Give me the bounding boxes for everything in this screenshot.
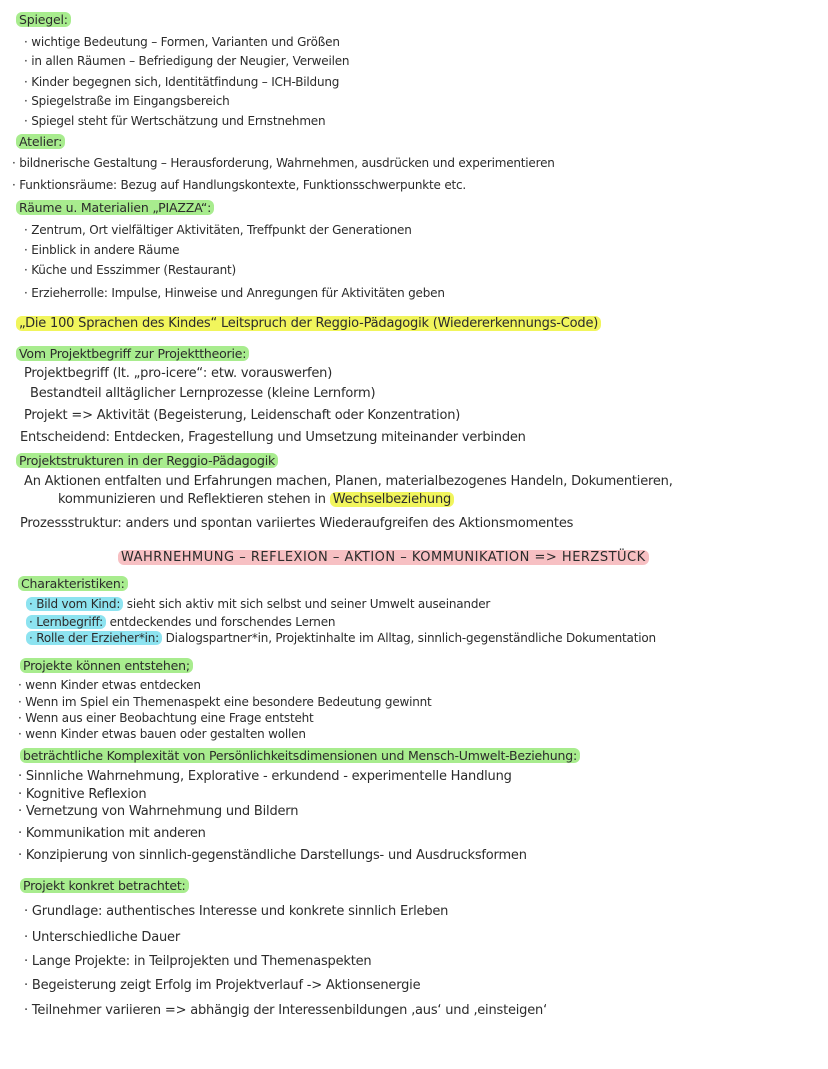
list-item: · Küche und Esszimmer (Restaurant) bbox=[24, 263, 237, 277]
section-heading-strukturen: Projektstrukturen in der Reggio-Pädagogik bbox=[16, 453, 278, 469]
paragraph-line: Prozessstruktur: anders und spontan variiertes Wiederaufgreifen des Aktionsmomentes bbox=[20, 516, 574, 531]
section-heading-entstehen: Projekte können entstehen; bbox=[20, 658, 193, 674]
list-item: · Funktionsräume: Bezug auf Handlungskontexte, Funktionsschwerpunkte etc. bbox=[12, 178, 467, 192]
list-item: · Zentrum, Ort vielfältiger Aktivitäten, Treffpunkt der Generationen bbox=[24, 223, 412, 237]
list-item: · Konzipierung von sinnlich-gegenständliche Darstellungs- und Ausdrucksformen bbox=[18, 848, 527, 863]
paragraph-line: kommunizieren und Reflektieren stehen in Wechselbeziehung bbox=[58, 492, 454, 508]
highlight-wechselbeziehung: Wechselbeziehung bbox=[330, 492, 454, 507]
list-item: · bildnerische Gestaltung – Herausforderung, Wahrnehmen, ausdrücken und experimentieren bbox=[12, 156, 555, 170]
list-item: · in allen Räumen – Befriedigung der Neugier, Verweilen bbox=[24, 54, 350, 68]
herzstueck-banner: WAHRNEHMUNG – REFLEXION – AKTION – KOMMUNIKATION => HERZSTÜCK bbox=[118, 550, 649, 566]
section-heading-projekt: Vom Projektbegriff zur Projekttheorie: bbox=[16, 346, 249, 362]
list-item: · Spiegel steht für Wertschätzung und Ernstnehmen bbox=[24, 114, 326, 128]
section-heading-konkret: Projekt konkret betrachtet: bbox=[20, 878, 189, 894]
section-heading-komplex: beträchtliche Komplexität von Persönlichkeitsdimensionen und Mensch-Umwelt-Beziehung: bbox=[20, 748, 580, 764]
list-item: · wichtige Bedeutung – Formen, Varianten und Größen bbox=[24, 35, 340, 49]
list-item: Projekt => Aktivität (Begeisterung, Leidenschaft oder Konzentration) bbox=[24, 408, 461, 423]
list-item: · Einblick in andere Räume bbox=[24, 243, 180, 257]
section-heading-raeume: Räume u. Materialien „PIAZZA“: bbox=[16, 200, 214, 216]
list-item: · Vernetzung von Wahrnehmung und Bildern bbox=[18, 804, 299, 819]
list-item: Projektbegriff (lt. „pro-icere“: etw. vorauswerfen) bbox=[24, 366, 333, 381]
list-item: Bestandteil alltäglicher Lernprozesse (kleine Lernform) bbox=[30, 386, 376, 401]
list-item: · wenn Kinder etwas bauen oder gestalten wollen bbox=[18, 727, 306, 741]
list-item: · wenn Kinder etwas entdecken bbox=[18, 678, 201, 692]
section-heading-spiegel: Spiegel: bbox=[16, 12, 71, 28]
leitspruch: „Die 100 Sprachen des Kindes“ Leitspruch der Reggio-Pädagogik (Wiedererkennungs-Code) bbox=[16, 316, 601, 332]
list-item: · Begeisterung zeigt Erfolg im Projektverlauf -> Aktionsenergie bbox=[24, 978, 421, 993]
list-item: · Teilnehmer variieren => abhängig der Interessenbildungen ‚aus‘ und ‚einsteigen‘ bbox=[24, 1003, 548, 1018]
list-item: · Unterschiedliche Dauer bbox=[24, 930, 180, 945]
list-item: Entscheidend: Entdecken, Fragestellung und Umsetzung miteinander verbinden bbox=[20, 430, 526, 445]
list-item: · Spiegelstraße im Eingangsbereich bbox=[24, 94, 230, 108]
list-item: · Kognitive Reflexion bbox=[18, 787, 147, 802]
list-item: · Wenn aus einer Beobachtung eine Frage entsteht bbox=[18, 711, 314, 725]
list-item: · Bild vom Kind: sieht sich aktiv mit sich selbst und seiner Umwelt auseinander bbox=[26, 596, 490, 612]
paragraph-line: An Aktionen entfalten und Erfahrungen machen, Planen, materialbezogenes Handeln, Dokumentieren, bbox=[24, 474, 673, 489]
list-item: · Lernbegriff: entdeckendes und forschendes Lernen bbox=[26, 614, 335, 630]
section-heading-atelier: Atelier: bbox=[16, 134, 65, 150]
section-heading-charakter: Charakteristiken: bbox=[18, 576, 128, 592]
list-item: · Kommunikation mit anderen bbox=[18, 826, 206, 841]
list-item: · Rolle der Erzieher*in: Dialogspartner*in, Projektinhalte im Alltag, sinnlich-gegenständliche Dokumentation bbox=[26, 630, 656, 646]
list-item: · Erzieherrolle: Impulse, Hinweise und Anregungen für Aktivitäten geben bbox=[24, 286, 445, 300]
list-item: · Kinder begegnen sich, Identitätfindung – ICH-Bildung bbox=[24, 75, 340, 89]
list-item: · Grundlage: authentisches Interesse und konkrete sinnlich Erleben bbox=[24, 904, 449, 919]
list-item: · Wenn im Spiel ein Themenaspekt eine besondere Bedeutung gewinnt bbox=[18, 695, 432, 709]
list-item: · Sinnliche Wahrnehmung, Explorative - erkundend - experimentelle Handlung bbox=[18, 769, 512, 784]
list-item: · Lange Projekte: in Teilprojekten und Themenaspekten bbox=[24, 954, 372, 969]
